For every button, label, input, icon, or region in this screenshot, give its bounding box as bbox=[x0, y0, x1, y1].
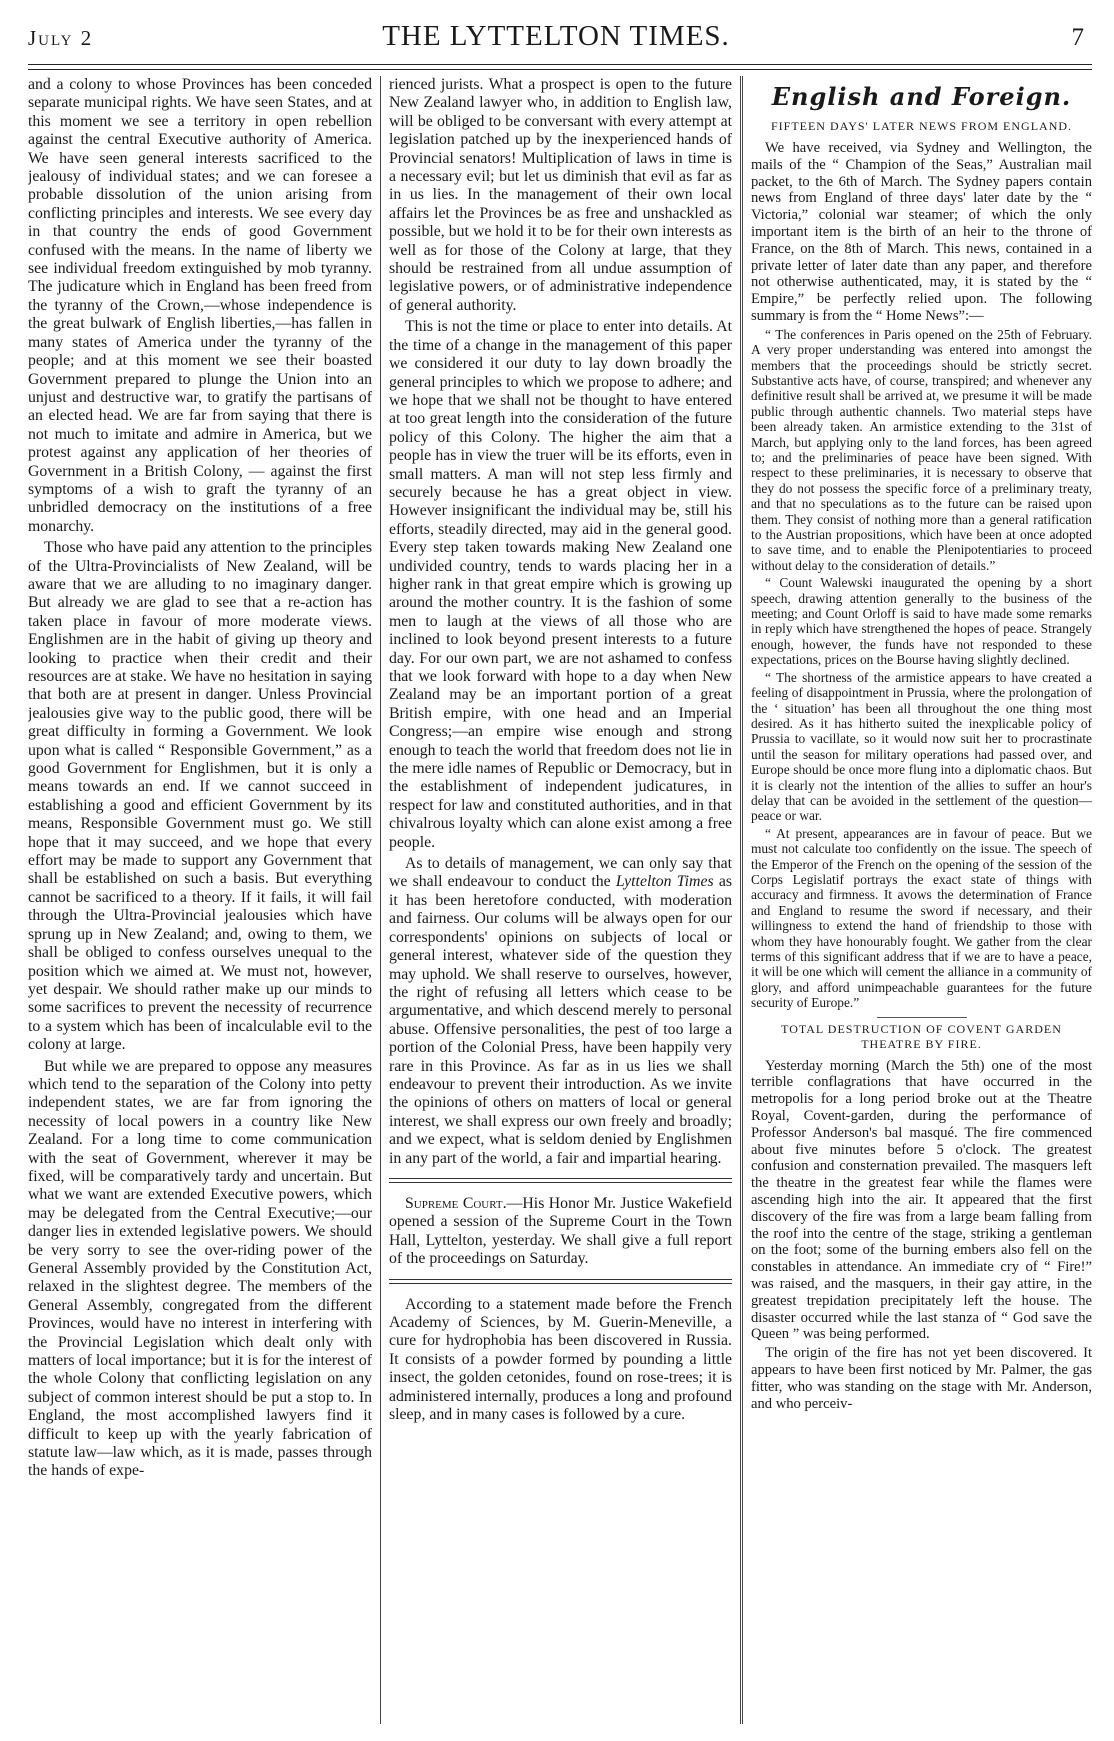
col3-paragraph-3: “ Count Walewski inaugurated the opening by a short speech, drawing attention generally to the business of the meeting; and Count Orloff is said to have made some remarks in reply which have strengthened the hopes of peace. Strangely enough, however, the funds have not responded to these expectations, prices on the Bourse having slightly declined. bbox=[751, 575, 1092, 668]
columns bbox=[28, 76, 1092, 1724]
col1-paragraph-3: But while we are prepared to oppose any measures which tend to the separation of the Colony into petty independent states, we are far from ignoring the necessity of local powers in a country like New Zealand. For a long time to come communication with the seat of Government, wherever it may be fixed, will be comparatively tardy and uncertain. But what we want are extended Executive powers, which may be delegated from the Central Executive;—our danger lies in extended legislative powers. We should be very sorry to see the over-riding power of the General Assembly provided by the Constitution Act, relaxed in the slightest degree. The members of the General Assembly, congregated from the different Provinces, would have no interest in interfering with the Provincial Legislation which dealt only with matters of local importance; but it is for the interest of the whole Colony that conflicting legislation on any subject of common interest should be put a stop to. In England, the most accomplished lawyers find it difficult to keep up with the yearly fabrication of statute law—law which, as it is made, passes through the hands of expe- bbox=[28, 1057, 372, 1480]
col2-management-paragraph bbox=[389, 855, 732, 1168]
section-title: English and Foreign. bbox=[771, 82, 1072, 111]
col2-paragraph-2: This is not the time or place to enter into details. At the time of a change in the management of this paper we considered it our duty to lay down broadly the general principles to which we propose to adhere; and we hope that we shall not be thought to have entered at too great length into the consideration of the future policy of this Colony. The higher the aim that a people has in view the truer will be its efforts, even in small matters. A man will not step less firmly and securely because he has a great object in view. However insignificant the individual may be, still his efforts, steadily directed, may aid in the general good. Every step taken towards making New Zealand one undivided country, tends to wards placing her in a higher rank in that great empire which is growing up around the mother country. It is the fashion of some men to laugh at the views of all those who are inclined to look beyond present interests to a future day. For our own part, we are not ashamed to confess that we look forward with hope to a day when New Zealand may be an important portion of a great British empire, with one head and an Imperial Congress;—an empire wise enough and strong enough to teach the world that freedom does not lie in the mere idle names of Republic or Democracy, but in the establishment of independent judicatures, in respect for law and constituted authorities, and in that chivalrous loyalty which can alone exist among a free people. bbox=[389, 318, 732, 851]
col3-paragraph-2: “ The conferences in Paris opened on the 25th of February. A very proper understanding was entered into amongst the members that the proceedings should be strictly secret. Substantive acts have, of course, transpired; and whenever any definitive result shall be arrived at, we presume it will be made public through authentic channels. Two material steps have been already taken. An armistice extending to the 31st of March, but applying only to the land forces, has been agreed to; and the preliminaries of peace have been signed. With respect to these preliminaries, it is necessary to observe that they do not possess the specific force of a preliminary treaty, and that no speculations as to the future can be raised upon them. They consist of nothing more than a general ratification to the Austrian propositions, which have been at once adopted to save time, and to enable the Plenipotentiaries to proceed without delay to the consideration of details.” bbox=[751, 326, 1092, 573]
management-text-pre: As to details of management, we can only say that we shall endeavour to conduct the bbox=[389, 855, 732, 891]
col3-paragraph-4: “ The shortness of the armistice appears to have created a feeling of disappointment in Prussia, where the prolongation of the ‘ situation’ has been all throughout the one thing most desired. As it has hitherto suited the inexplicable policy of Prussia to vacillate, so it would now suit her to procrastinate until the season for military operations had passed over, and Europe should be once more flung into a diplomatic chaos. But it is clearly not the intention of the allies to suffer an hour's delay that can be avoided in the settlement of the question—peace or war. bbox=[751, 669, 1092, 824]
col1-paragraph-1: and a colony to whose Provinces has been conceded separate municipal rights. We have seen States, and at this moment we see a territory in open rebellion against the central Executive authority of America. We have seen general interests sacrificed to the jealousy of individual states; and we can foresee a probable dissolution of the union arising from conflicting principles and interests. We see every day in that country the ends of good Government confused with the means. In the name of liberty we see individual freedom extinguished by mob tyranny. The judicature which in England has been freed from the tyranny of the Crown,—whose independence is the great bulwark of English liberties,—has fallen in many states of America under the tyranny of the people; and at this moment we see their boasted Government prepared to plunge the Union into an unjust and destructive war, to gratify the partisans of an elected head. We are far from saying that there is not much to imitate and admire in America, but we protest against any application of her theories of Government in a British Colony, — against the first symptoms of a wish to graft the tyranny of an unbridled democracy on the institutions of a free monarchy. bbox=[28, 76, 372, 535]
page-number: 7 bbox=[1071, 24, 1084, 51]
column-1 bbox=[28, 76, 380, 1724]
col2-paragraph-1: rienced jurists. What a prospect is open to the future New Zealand lawyer who, in addition to English law, will be obliged to be conversant with every attempt at legislation patched up by the inexperienced hands of Provincial senators! Multiplication of laws in time is a necessary evil; but let us diminish that evil as far as in us lies. In the management of their own local affairs let the Provinces be as free and unshackled as possible, but we hold it to be for their own interests as well as for those of the Colony at large, that they should be restrained from all undue assumption of legislative powers, or of administrative independence of general authority. bbox=[389, 76, 732, 314]
column-3 bbox=[740, 76, 1092, 1724]
issue-date: July 2 bbox=[28, 26, 94, 50]
col1-paragraph-2: Those who have paid any attention to the principles of the Ultra-Provincialists of New Zealand, will be aware that we are alluding to no imaginary danger. But already we are glad to see that a re-action has taken place in favour of more moderate views. Englishmen are in the habit of giving up theory and looking to practice when their credit and their resources are at stake. We have no hesitation in saying that both are at present in danger. Unless Provincial jealousies give way to the public good, there will be great difficulty in forming a Government. We look upon what is called “ Responsible Government,” as a good Government for Englishmen, but it is only a means towards an end. If we cannot succeed in establishing a good and efficient Government by its means, Responsible Government must go. We still hope that it may succeed, and we hope that every effort may be made to support any Government that shall be established on such a basis. But everything cannot be sacrificed to a theory. If it fails, it will fail through the Ultra-Provincial jealousies which have sprung up in New Zealand; and, owing to them, we shall be obliged to confess ourselves unequal to the position which we aimed at. We must not, however, yet despair. We should rather make up our minds to some sacrifices to prevent the necessity of recurrence to a system which has been of incalculable evil to the colony at large. bbox=[28, 539, 372, 1054]
section-divider-1 bbox=[389, 1178, 732, 1183]
fire-paragraph-1: Yesterday morning (March the 5th) one of the most terrible conflagrations that have occurred in the metropolis for a long period broke out at the Theatre Royal, Covent-garden, during the performance of Professor Anderson's bal masqué. The fire commenced about five minutes before 5 o'clock. The greatest confusion and consternation prevailed. The masquers left the theatre in the greatest fear while the flames were ascending high into the air. It appeared that the first discovery of the fire was from a large beam falling from the roof into the centre of the stage, striking a gentleman on the foot; some of the burning embers also fell on the constables in attendance. An immediate cry of “ Fire!” was raised, and the masquers, in their gay attire, in the greatest trepidation precipitately left the house. The disaster occurred while the last stanza of “ God save the Queen ” was being performed. bbox=[751, 1057, 1092, 1343]
later-news-heading: FIFTEEN DAYS' LATER NEWS FROM ENGLAND. bbox=[770, 119, 1073, 133]
paper-name: Lyttelton Times bbox=[615, 873, 714, 891]
col3-paragraph-1: We have received, via Sydney and Wellington, the mails of the “ Champion of the Seas,” Australian mail packet, to the 6th of March. The Sydney papers contain news from England of three days' later date by the “ Victoria,” colonial war steamer; of which the only important item is the birth of an heir to the throne of France, on the 8th of March. This news, contained in a private letter of later date than any paper, and therefore not otherwise authenticated, may, it is stated by the “ Empire,” be perfectly relied upon. The following summary is from the “ Home News”:— bbox=[751, 140, 1092, 324]
col3-paragraph-5: “ At present, appearances are in favour of peace. But we must not calculate too confidently on the issue. The speech of the Emperor of the French on the opening of the session of the Corps Legislatif portrays the exact state of things with accuracy and firmness. It avows the determination of France and England to resume the sword if necessary, and their willingness to extend the hand of friendship to those with whom they have honourably fought. We gather from the clear terms of this significant address that if we are to have a peace, it will be one which will cement the alliance in a community of glory, and afford unimpeachable guarantees for the future security of Europe.” bbox=[751, 825, 1092, 1011]
fire-divider bbox=[877, 1017, 967, 1018]
masthead-rule bbox=[28, 64, 1092, 70]
section-divider-2 bbox=[389, 1279, 732, 1284]
masthead bbox=[28, 20, 1092, 60]
supreme-court-body: —His Honor Mr. Justice Wakefield opened a session of the Supreme Court in the Town Hall, Lyttelton, yesterday. We shall give a full report of the proceedings on Saturday. bbox=[389, 1194, 732, 1268]
column-2 bbox=[380, 76, 740, 1724]
newspaper-title: THE LYTTELTON TIMES. bbox=[382, 20, 730, 52]
fire-heading: TOTAL DESTRUCTION OF COVENT GARDEN THEATRE BY FIRE. bbox=[781, 1021, 1062, 1051]
supreme-court-paragraph bbox=[389, 1195, 732, 1269]
management-text-post: as it has been heretofore conducted, with moderation and fairness. Our colums will be always open for our correspondents' opinions on subjects of local or general interest, whatever side of the question they may uphold. We shall reserve to ourselves, however, the right of refusing all letters which cease to be argumentative, and which descend merely to personal abuse. Offensive personalities, the pest of too large a portion of the Colonial Press, have been happily very rare in this Province. As far as in us lies we shall endeavour to prevent their introduction. As we invite the opinions of others on matters of local or general interest, we shall express our own freely and broadly; and we expect, what is seldom denied by Englishmen in any part of the world, a fair and impartial hearing. bbox=[389, 873, 732, 1167]
fire-paragraph-2: The origin of the fire has not yet been discovered. It appears to have been first noticed by Mr. Palmer, the gas fitter, who was standing on the stage with Mr. Anderson, and who perceiv- bbox=[751, 1345, 1092, 1412]
supreme-court-heading: Supreme Court. bbox=[405, 1194, 507, 1212]
hydrophobia-paragraph: According to a statement made before the French Academy of Sciences, by M. Guerin-Meneville, a cure for hydrophobia has been discovered in Russia. It consists of a powder formed by pounding a little insect, the golden cetonides, found on rose-trees; it is administered internally, produces a long and profound sleep, and in many cases is followed by a cure. bbox=[389, 1295, 732, 1424]
